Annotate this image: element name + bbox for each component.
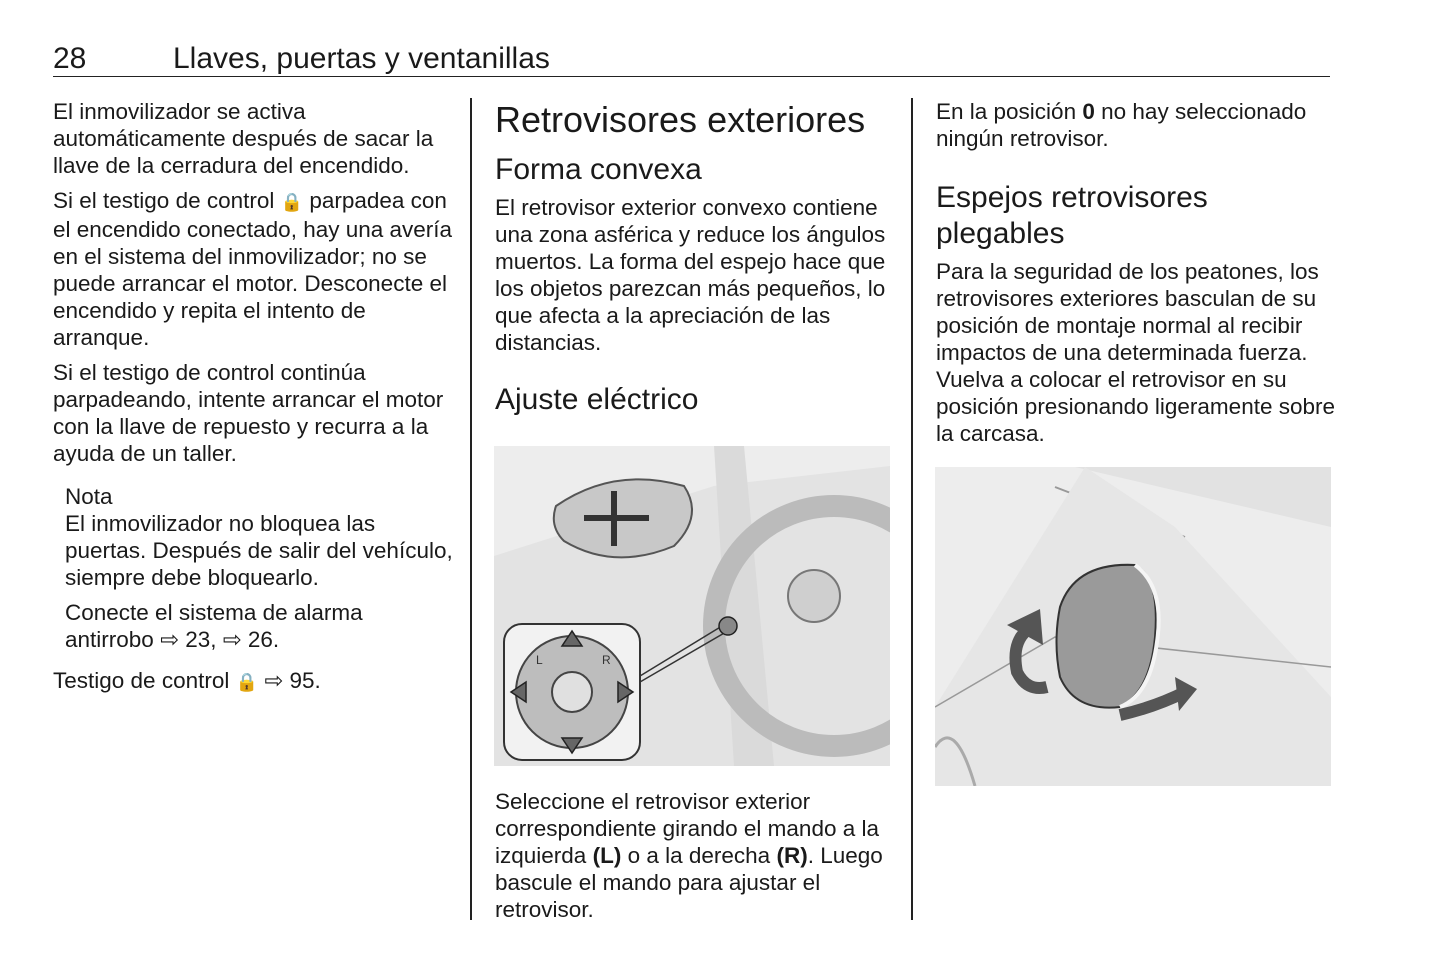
paragraph: Si el testigo de control 🔒 parpadea con el encendido conectado, hay una avería en el sistema del inmovilizador; no se puede arrancar el motor. Desconecte el encendido y repita el intento de arranque.	[53, 188, 453, 350]
folding-mirror-illustration	[935, 467, 1331, 786]
page-reference[interactable]: 26.	[247, 627, 280, 652]
paragraph: El retrovisor exterior convexo contiene una zona asférica y reduce los ángulos muertos. La forma del espejo hace que los objetos parezcan más pequeños, lo que afecta a la apreciación de las distancias.	[495, 195, 886, 355]
page-number: 28	[53, 42, 87, 75]
heading-main: Retrovisores exteriores	[495, 99, 866, 140]
knob-label-left: L	[536, 653, 543, 667]
paragraph: Para la seguridad de los peatones, los retrovisores exteriores basculan de su posición de montaje normal al recibir impactos de una determinada fuerza. Vuelva a colocar el retrovisor en su posición presionando ligeramente sobre la carcasa.	[936, 259, 1336, 446]
page-header	[53, 38, 1330, 77]
paragraph: Testigo de control 🔒 ⇨ 95.	[53, 668, 321, 693]
heading-folding: Espejos retrovisores plegables	[936, 181, 1208, 250]
heading-convex: Forma convexa	[495, 153, 702, 186]
note-paragraph: El inmovilizador no bloquea las puertas. Después de salir del vehículo, siempre debe bloquearlo.	[65, 511, 453, 590]
column-divider-left	[470, 98, 472, 920]
column-middle-lower	[495, 788, 895, 931]
page-reference-arrow-icon: ⇨	[264, 668, 284, 693]
section-title: Llaves, puertas y ventanillas	[173, 42, 550, 75]
column-right	[936, 98, 1336, 455]
note-box	[65, 483, 453, 653]
paragraph: Si el testigo de control continúa parpadeando, intente arrancar el motor con la llave de repuesto y recurra a la ayuda de un taller.	[53, 360, 444, 466]
paragraph: En la posición 0 no hay seleccionado ningún retrovisor.	[936, 99, 1307, 151]
knob-label-right: R	[602, 653, 611, 667]
page-reference[interactable]: 23,	[185, 627, 217, 652]
immobilizer-warning-icon: 🔒	[235, 672, 259, 692]
paragraph: Seleccione el retrovisor exterior correspondiente girando el mando a la izquierda (L) o a la derecha (R). Luego bascule el mando para ajustar el retrovisor.	[495, 789, 883, 922]
page-reference[interactable]: 95.	[289, 668, 321, 693]
paragraph: El inmovilizador se activa automáticamente después de sacar la llave de la cerradura del encendido.	[53, 99, 434, 178]
page-reference-arrow-icon: ⇨	[222, 627, 242, 652]
heading-electric: Ajuste eléctrico	[495, 383, 699, 416]
note-paragraph: Conecte el sistema de alarma antirrobo ⇨ 23, ⇨ 26.	[65, 600, 363, 652]
mirror-adjustment-illustration	[494, 446, 890, 766]
note-title: Nota	[65, 484, 113, 509]
column-left	[53, 98, 453, 704]
page-reference-arrow-icon: ⇨	[160, 627, 179, 652]
column-divider-right	[911, 98, 913, 920]
immobilizer-warning-icon: 🔒	[280, 192, 304, 212]
column-middle	[495, 98, 895, 424]
